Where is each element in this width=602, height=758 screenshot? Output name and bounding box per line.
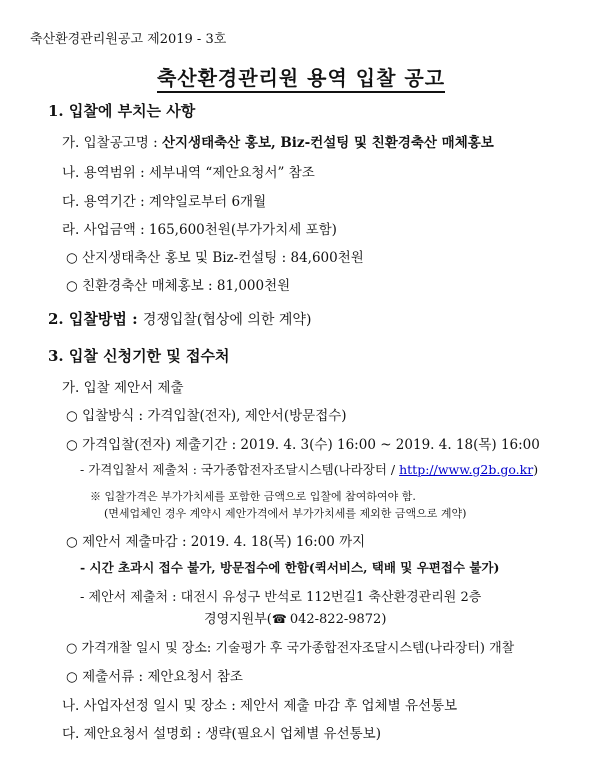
vat-exempt-note: (면세업체인 경우 계약시 제안가격에서 부가가치세를 제외한 금액으로 계약)	[104, 507, 467, 520]
department: 경영지원부(	[204, 612, 272, 627]
bid-submit-prefix: - 가격입찰서 제출처 : 국가종합전자조달시스템(나라장터 /	[80, 462, 400, 477]
briefing-notice: 다. 제안요청서 설명회 : 생략(필요시 업체별 유선통보)	[62, 726, 381, 742]
bid-title-row	[62, 131, 494, 151]
phone-icon: ☎	[271, 612, 287, 626]
bid-submit-place	[80, 460, 538, 478]
document-number: 축산환경관리원공고 제2019 - 3호	[30, 32, 227, 47]
period-row: 다. 용역기간 : 계약일로부터 6개월	[62, 194, 267, 210]
proposal-submission: 가. 입찰 제안서 제출	[62, 380, 184, 396]
bid-submit-suffix: )	[533, 462, 539, 477]
budget-row: 라. 사업금액 : 165,600천원(부가가치세 포함)	[62, 222, 337, 238]
selection-notice: 나. 사업자선정 일시 및 장소 : 제안서 제출 마감 후 업체별 유선통보	[62, 698, 458, 714]
bid-period: ○ 가격입찰(전자) 제출기간 : 2019. 4. 3(수) 16:00 ~ 2019. 4. 18(목) 16:00	[66, 437, 540, 453]
budget-sub-1: ○ 산지생태축산 홍보 및 Biz-컨설팅 : 84,600천원	[66, 250, 364, 266]
section-2-heading	[48, 308, 311, 329]
section-2-label: 2. 입찰방법 :	[48, 310, 143, 328]
bid-title-value: 산지생태축산 홍보, Biz-컨설팅 및 친환경축산 매체홍보	[161, 135, 494, 151]
vat-note: ※ 입찰가격은 부가가치세를 포함한 금액으로 입찰에 참여하여야 함.	[90, 490, 416, 503]
phone-number: 042-822-9872)	[289, 612, 387, 627]
budget-sub-2: ○ 친환경축산 매체홍보 : 81,000천원	[66, 278, 291, 294]
section-3-heading: 3. 입찰 신청기한 및 접수처	[48, 347, 230, 365]
g2b-link[interactable]: http://www.g2b.go.kr	[399, 462, 534, 477]
scope-row: 나. 용역범위 : 세부내역 “제안요청서” 참조	[62, 165, 315, 181]
bid-method: ○ 입찰방식 : 가격입찰(전자), 제안서(방문접수)	[66, 408, 347, 424]
late-notice: - 시간 초과시 접수 불가, 방문접수에 한함(퀵서비스, 택배 및 우편접수 불가)	[80, 560, 500, 575]
proposal-place-line1: - 제안서 제출처 : 대전시 유성구 반석로 112번길1 축산환경관리원 2층	[80, 590, 482, 605]
section-1-heading: 1. 입찰에 부치는 사항	[48, 102, 196, 120]
required-docs: ○ 제출서류 : 제안요청서 참조	[66, 669, 243, 685]
bid-title-label: 가. 입찰공고명 :	[62, 135, 162, 151]
page-title	[0, 62, 602, 91]
proposal-deadline: ○ 제안서 제출마감 : 2019. 4. 18(목) 16:00 까지	[66, 534, 366, 550]
proposal-place-line2	[204, 608, 386, 627]
section-2-value: 경쟁입찰(협상에 의한 계약)	[142, 312, 312, 328]
title-text: 축산환경관리원 용역 입찰 공고	[157, 66, 445, 93]
bid-opening: ○ 가격개찰 일시 및 장소: 기술평가 후 국가종합전자조달시스템(나라장터) 개찰	[66, 641, 515, 656]
